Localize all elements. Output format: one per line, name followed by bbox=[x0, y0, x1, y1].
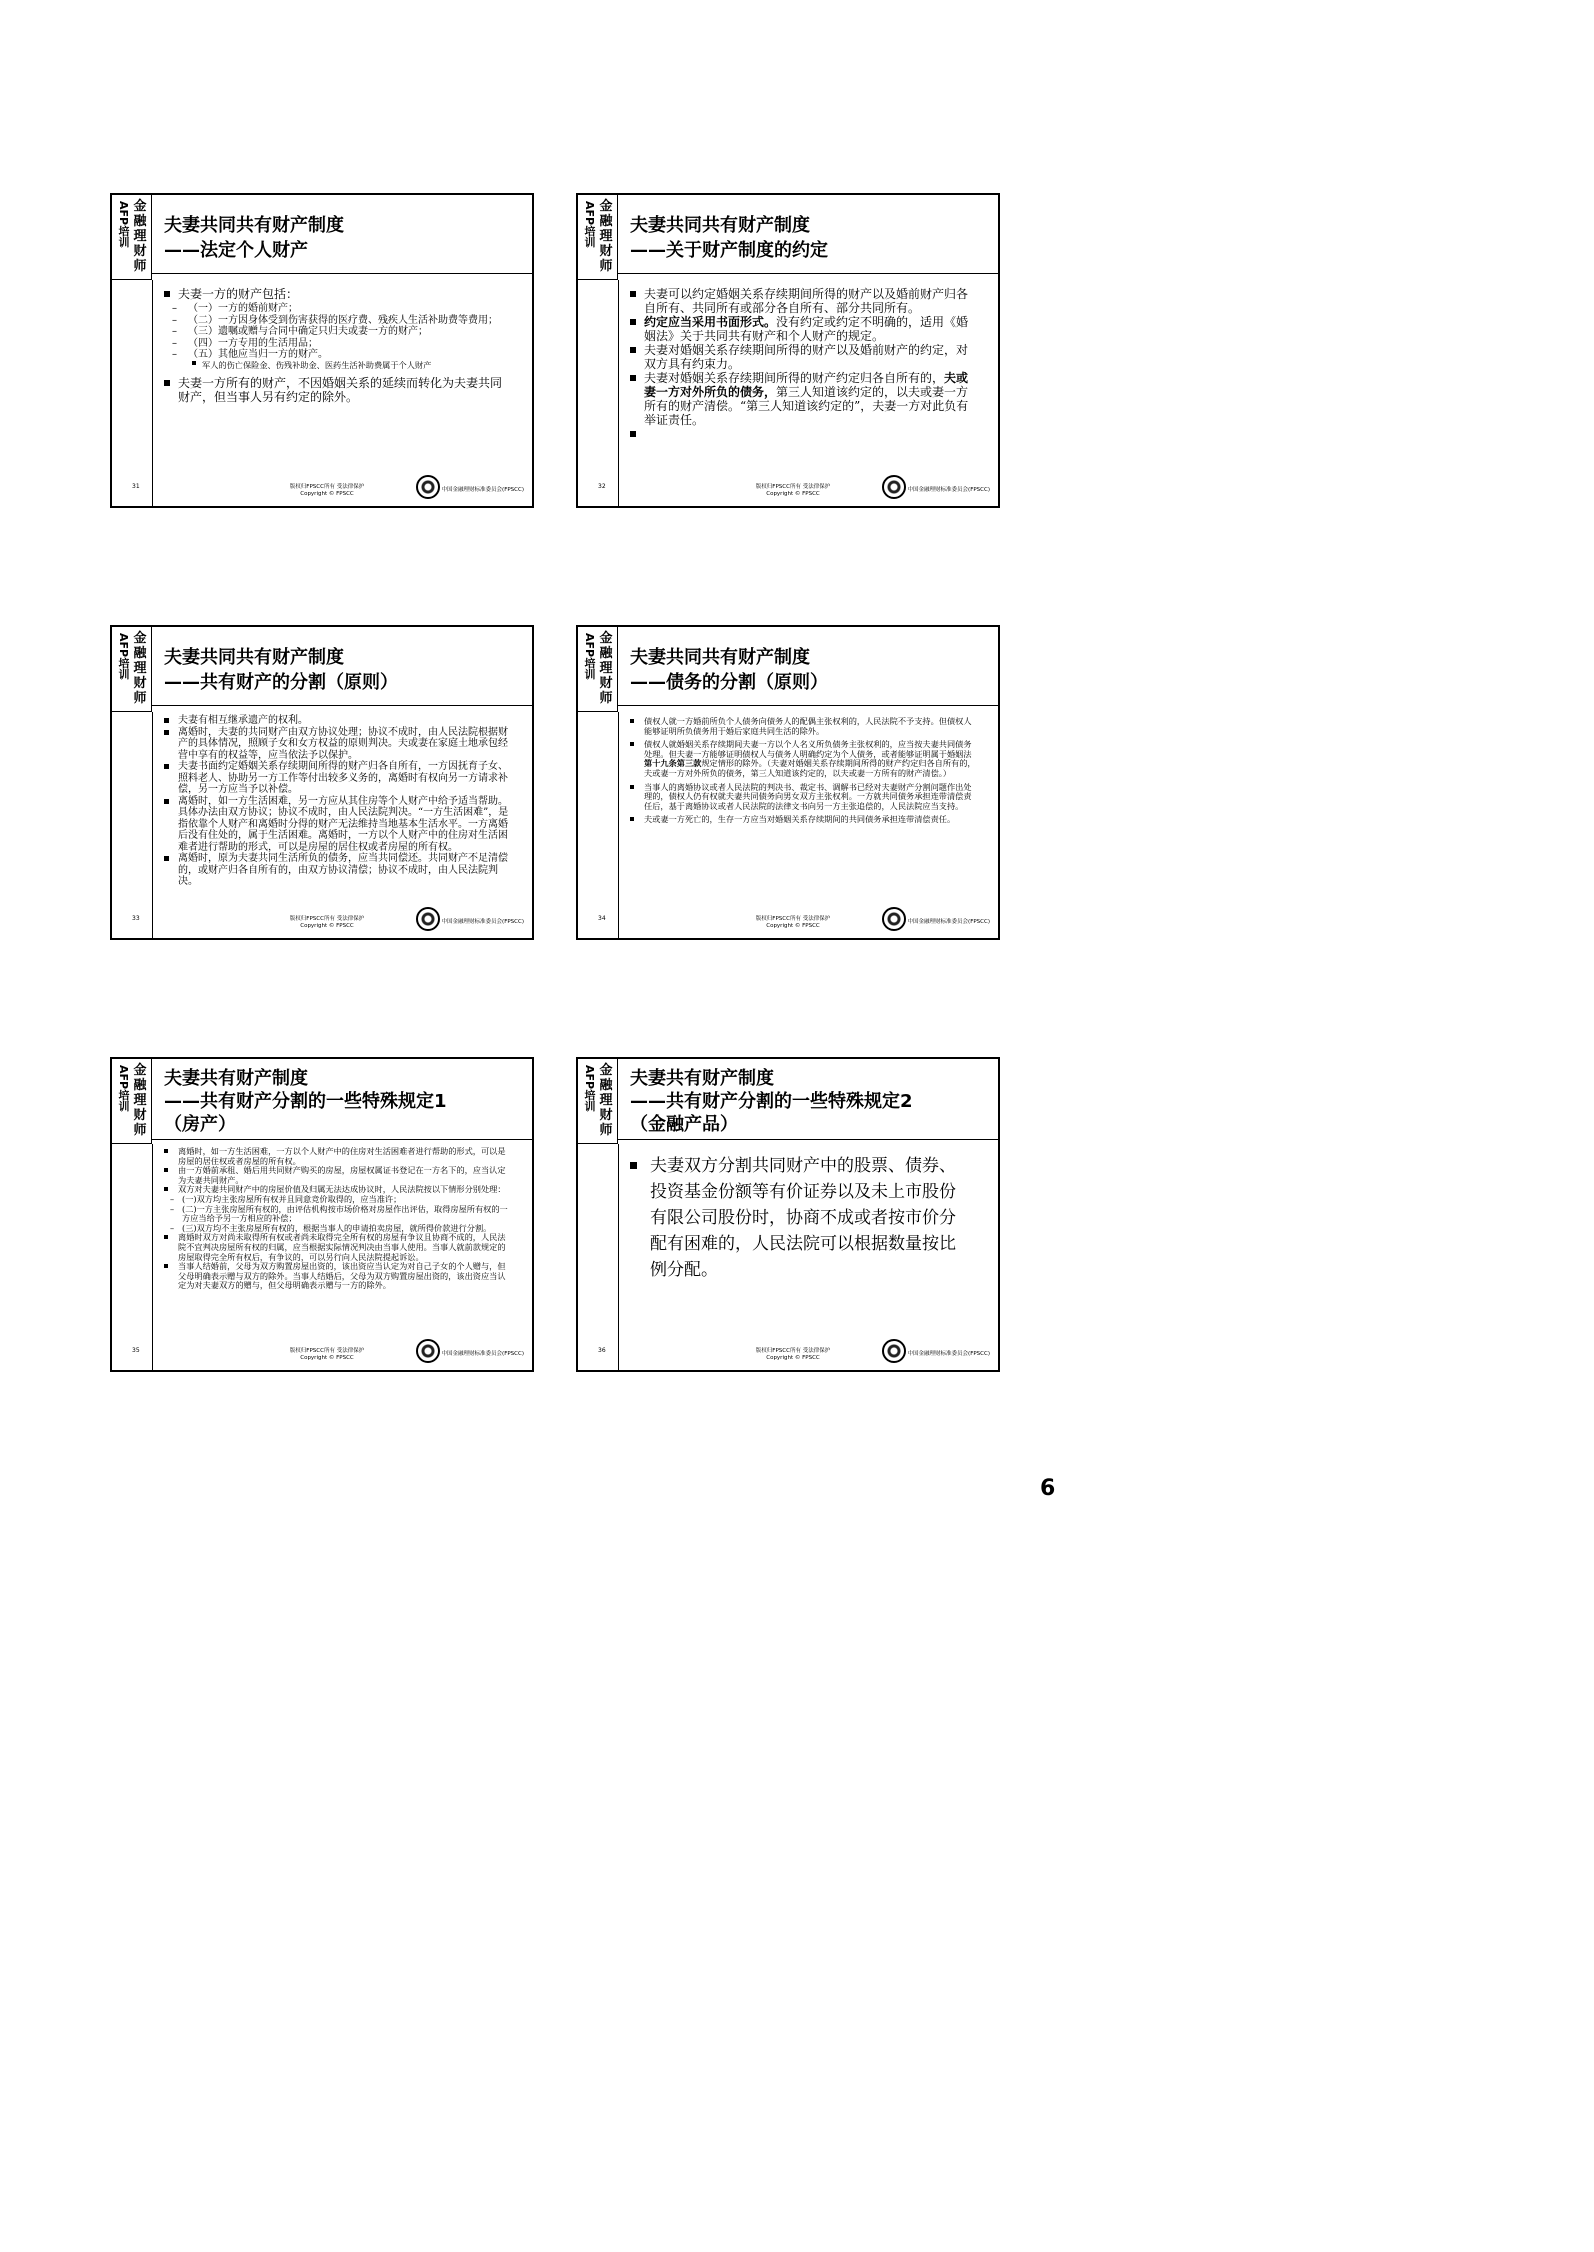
title-line-2: ——共有财产分割的一些特殊规定1 bbox=[164, 1091, 447, 1112]
bullet: 约定应当采用书面形式。没有约定或约定不明确的，适用《婚姻法》关于共同共有财产和个人财产的规定。 bbox=[630, 315, 978, 343]
fpscc-seal-icon bbox=[882, 1339, 906, 1363]
slide-title bbox=[164, 645, 524, 695]
copyright: 版权归FPSCC所有 受法律保护 Copyright © FPSCC bbox=[289, 484, 365, 497]
org-name: 中国金融理财标准委员会(FPSCC) bbox=[907, 919, 990, 925]
slide-number: 33 bbox=[132, 915, 140, 922]
title-line-2: ——法定个人财产 bbox=[164, 240, 308, 261]
bullet: 夫妻对婚姻关系存续期间所得的财产约定归各自所有的，夫或妻一方对外所负的债务，第三人知道该约定的，以夫或妻一方所有的财产清偿。“第三人知道该约定的”，夫妻一方对此负有举证责任。 bbox=[630, 371, 978, 427]
empty-bullet bbox=[630, 427, 978, 441]
logo-main: 金融理财师 bbox=[599, 631, 613, 706]
afp-logo bbox=[112, 1059, 152, 1144]
title-divider bbox=[618, 705, 998, 706]
slide-body bbox=[164, 287, 512, 404]
copyright: 版权归FPSCC所有 受法律保护 Copyright © FPSCC bbox=[755, 484, 831, 497]
copyright: 版权归FPSCC所有 受法律保护 Copyright © FPSCC bbox=[289, 916, 365, 929]
bullet: 双方对夫妻共同财产中的房屋价值及归属无法达成协议时，人民法院按以下情形分别处理： bbox=[164, 1185, 512, 1195]
slide-body bbox=[630, 1153, 970, 1283]
bullet: 夫妻一方的财产包括： bbox=[164, 287, 512, 301]
logo-sub: AFP培训 bbox=[117, 1065, 130, 1112]
bullet: 离婚时，如一方生活困难，另一方应从其住房等个人财产中给予适当帮助。具体办法由双方协议；协议不成时，由人民法院判决。“一方生活困难”，是指依靠个人财产和离婚时分得的财产无法维持当地基本生活水平。一方离婚后没有住处的，属于生活困难。离婚时，一方以个人财产中的住房对生活困难者进行帮助的形式，可以是房屋的居住权或者房屋的所有权。 bbox=[164, 796, 512, 854]
title-line-2: ——债务的分割（原则） bbox=[630, 672, 828, 693]
title-line-1: 夫妻共同共有财产制度 bbox=[630, 215, 810, 236]
logo-main: 金融理财师 bbox=[133, 199, 147, 274]
logo-main: 金融理财师 bbox=[133, 1063, 147, 1138]
title-line-1: 夫妻共有财产制度 bbox=[630, 1068, 774, 1089]
fpscc-seal-icon bbox=[882, 475, 906, 499]
sub-item: – （一）一方的婚前财产； bbox=[164, 303, 512, 315]
slide-number: 36 bbox=[598, 1347, 606, 1354]
sidebar-divider bbox=[618, 280, 619, 506]
title-divider bbox=[152, 273, 532, 274]
sub-item: – (三)双方均不主张房屋所有权的，根据当事人的申请拍卖房屋，就所得价款进行分割。 bbox=[164, 1224, 512, 1234]
slide-31 bbox=[110, 193, 534, 508]
logo-main: 金融理财师 bbox=[599, 1063, 613, 1138]
slide-body bbox=[630, 287, 978, 441]
bullet: 夫妻双方分割共同财产中的股票、债券、投资基金份额等有价证券以及未上市股份有限公司股份时，协商不成或者按市价分配有困难的，人民法院可以根据数量按比例分配。 bbox=[630, 1153, 970, 1283]
afp-logo bbox=[578, 195, 618, 280]
sub-item: – （四）一方专用的生活用品； bbox=[164, 338, 512, 350]
bullet: 当事人的离婚协议或者人民法院的判决书、裁定书、调解书已经对夫妻财产分割问题作出处理的，债权人仍有权就夫妻共同债务向男女双方主张权利。一方就共同债务承担连带清偿责任后，基于离婚协议或者人民法院的法律文书向另一方主张追偿的，人民法院应当支持。 bbox=[630, 783, 978, 812]
bullet: 夫妻对婚姻关系存续期间所得的财产以及婚前财产的约定，对双方具有约束力。 bbox=[630, 343, 978, 371]
org-name: 中国金融理财标准委员会(FPSCC) bbox=[441, 487, 524, 493]
logo-sub: AFP培训 bbox=[583, 633, 596, 680]
sidebar-divider bbox=[152, 1144, 153, 1370]
logo-sub: AFP培训 bbox=[583, 1065, 596, 1112]
title-line-3: （金融产品） bbox=[630, 1114, 738, 1135]
title-line-2: ——关于财产制度的约定 bbox=[630, 240, 828, 261]
title-line-1: 夫妻共有财产制度 bbox=[164, 1068, 308, 1089]
slide-body bbox=[164, 1147, 512, 1291]
slide-body bbox=[164, 715, 512, 888]
fpscc-seal-icon bbox=[416, 475, 440, 499]
bullet: 当事人结婚前，父母为双方购置房屋出资的，该出资应当认定为对自己子女的个人赠与，但父母明确表示赠与双方的除外。当事人结婚后，父母为双方购置房屋出资的，该出资应当认定为对夫妻双方的赠与，但父母明确表示赠与一方的除外。 bbox=[164, 1262, 512, 1291]
logo-sub: AFP培训 bbox=[583, 201, 596, 248]
sub-item: – （五）其他应当归一方的财产。 bbox=[164, 349, 512, 361]
bullet: 离婚时，夫妻的共同财产由双方协议处理；协议不成时，由人民法院根据财产的具体情况，照顾子女和女方权益的原则判决。夫或妻在家庭土地承包经营中享有的权益等，应当依法予以保护。 bbox=[164, 727, 512, 762]
slide-number: 35 bbox=[132, 1347, 140, 1354]
slide-number: 31 bbox=[132, 483, 140, 490]
title-line-1: 夫妻共同共有财产制度 bbox=[164, 215, 344, 236]
slide-number: 34 bbox=[598, 915, 606, 922]
sidebar-divider bbox=[152, 712, 153, 938]
bullet: 由一方婚前承租、婚后用共同财产购买的房屋，房屋权属证书登记在一方名下的，应当认定为夫妻共同财产。 bbox=[164, 1166, 512, 1185]
bullet: 离婚时，原为夫妻共同生活所负的债务，应当共同偿还。共同财产不足清偿的，或财产归各自所有的，由双方协议清偿；协议不成时，由人民法院判决。 bbox=[164, 853, 512, 888]
slide-title bbox=[630, 1067, 990, 1136]
slide-36 bbox=[576, 1057, 1000, 1372]
sub-item: – （三）遗嘱或赠与合同中确定只归夫或妻一方的财产； bbox=[164, 326, 512, 338]
bullet: 夫或妻一方死亡的，生存一方应当对婚姻关系存续期间的共同债务承担连带清偿责任。 bbox=[630, 815, 978, 825]
sidebar-divider bbox=[152, 280, 153, 506]
copyright: 版权归FPSCC所有 受法律保护 Copyright © FPSCC bbox=[755, 1348, 831, 1361]
title-line-1: 夫妻共同共有财产制度 bbox=[630, 647, 810, 668]
title-divider bbox=[618, 273, 998, 274]
slide-title bbox=[630, 645, 990, 695]
sub-sub-item: 军人的伤亡保险金、伤残补助金、医药生活补助费属于个人财产 bbox=[164, 361, 512, 371]
afp-logo bbox=[578, 627, 618, 712]
copyright: 版权归FPSCC所有 受法律保护 Copyright © FPSCC bbox=[755, 916, 831, 929]
fpscc-seal-icon bbox=[416, 1339, 440, 1363]
afp-logo bbox=[578, 1059, 618, 1144]
bullet: 夫妻书面约定婚姻关系存续期间所得的财产归各自所有，一方因抚育子女、照料老人、协助另一方工作等付出较多义务的，离婚时有权向另一方请求补偿，另一方应当予以补偿。 bbox=[164, 761, 512, 796]
title-line-3: （房产） bbox=[164, 1114, 236, 1135]
slide-35 bbox=[110, 1057, 534, 1372]
title-divider bbox=[152, 1139, 532, 1140]
afp-logo bbox=[112, 627, 152, 712]
title-line-2: ——共有财产分割的一些特殊规定2 bbox=[630, 1091, 913, 1112]
afp-logo bbox=[112, 195, 152, 280]
page-number: 6 bbox=[1040, 1476, 1056, 1501]
slide-body bbox=[630, 717, 978, 825]
logo-main: 金融理财师 bbox=[133, 631, 147, 706]
slide-32 bbox=[576, 193, 1000, 508]
sidebar-divider bbox=[618, 1144, 619, 1370]
bullet: 债权人就婚姻关系存续期间夫妻一方以个人名义所负债务主张权利的，应当按夫妻共同债务处理。但夫妻一方能够证明债权人与债务人明确约定为个人债务，或者能够证明属于婚姻法第十九条第三款规定情形的除外。（夫妻对婚姻关系存续期间所得的财产约定归各自所有的，夫或妻一方对外所负的债务，第三人知道该约定的，以夫或妻一方所有的财产清偿。） bbox=[630, 740, 978, 778]
logo-main: 金融理财师 bbox=[599, 199, 613, 274]
title-divider bbox=[152, 705, 532, 706]
title-line-2: ——共有财产的分割（原则） bbox=[164, 672, 398, 693]
bullet: 夫妻一方所有的财产，不因婚姻关系的延续而转化为夫妻共同财产，但当事人另有约定的除外。 bbox=[164, 376, 512, 404]
sub-item: – (一)双方均主张房屋所有权并且同意竞价取得的，应当准许； bbox=[164, 1195, 512, 1205]
logo-sub: AFP培训 bbox=[117, 633, 130, 680]
org-name: 中国金融理财标准委员会(FPSCC) bbox=[907, 1351, 990, 1357]
bullet: 离婚时，如一方生活困难，一方以个人财产中的住房对生活困难者进行帮助的形式，可以是房屋的居住权或者房屋的所有权。 bbox=[164, 1147, 512, 1166]
slide-title bbox=[164, 213, 524, 263]
title-line-1: 夫妻共同共有财产制度 bbox=[164, 647, 344, 668]
org-name: 中国金融理财标准委员会(FPSCC) bbox=[441, 1351, 524, 1357]
slide-title bbox=[630, 213, 990, 263]
fpscc-seal-icon bbox=[416, 907, 440, 931]
title-divider bbox=[618, 1139, 998, 1140]
logo-sub: AFP培训 bbox=[117, 201, 130, 248]
slide-title bbox=[164, 1067, 524, 1136]
copyright: 版权归FPSCC所有 受法律保护 Copyright © FPSCC bbox=[289, 1348, 365, 1361]
bullet: 离婚时双方对尚未取得所有权或者尚未取得完全所有权的房屋有争议且协商不成的，人民法院不宜判决房屋所有权的归属，应当根据实际情况判决由当事人使用。当事人就前款规定的房屋取得完全所有权后，有争议的，可以另行向人民法院提起诉讼。 bbox=[164, 1233, 512, 1262]
bullet: 夫妻有相互继承遗产的权利。 bbox=[164, 715, 512, 727]
sub-item: – (二)一方主张房屋所有权的，由评估机构按市场价格对房屋作出评估，取得房屋所有权的一方应当给予另一方相应的补偿； bbox=[164, 1205, 512, 1224]
bullet: 债权人就一方婚前所负个人债务向债务人的配偶主张权利的，人民法院不予支持。但债权人能够证明所负债务用于婚后家庭共同生活的除外。 bbox=[630, 717, 978, 736]
org-name: 中国金融理财标准委员会(FPSCC) bbox=[907, 487, 990, 493]
sub-item: – （二）一方因身体受到伤害获得的医疗费、残疾人生活补助费等费用； bbox=[164, 315, 512, 327]
sidebar-divider bbox=[618, 712, 619, 938]
slide-33 bbox=[110, 625, 534, 940]
slide-34 bbox=[576, 625, 1000, 940]
bullet: 夫妻可以约定婚姻关系存续期间所得的财产以及婚前财产归各自所有、共同所有或部分各自所有、部分共同所有。 bbox=[630, 287, 978, 315]
fpscc-seal-icon bbox=[882, 907, 906, 931]
slide-number: 32 bbox=[598, 483, 606, 490]
org-name: 中国金融理财标准委员会(FPSCC) bbox=[441, 919, 524, 925]
